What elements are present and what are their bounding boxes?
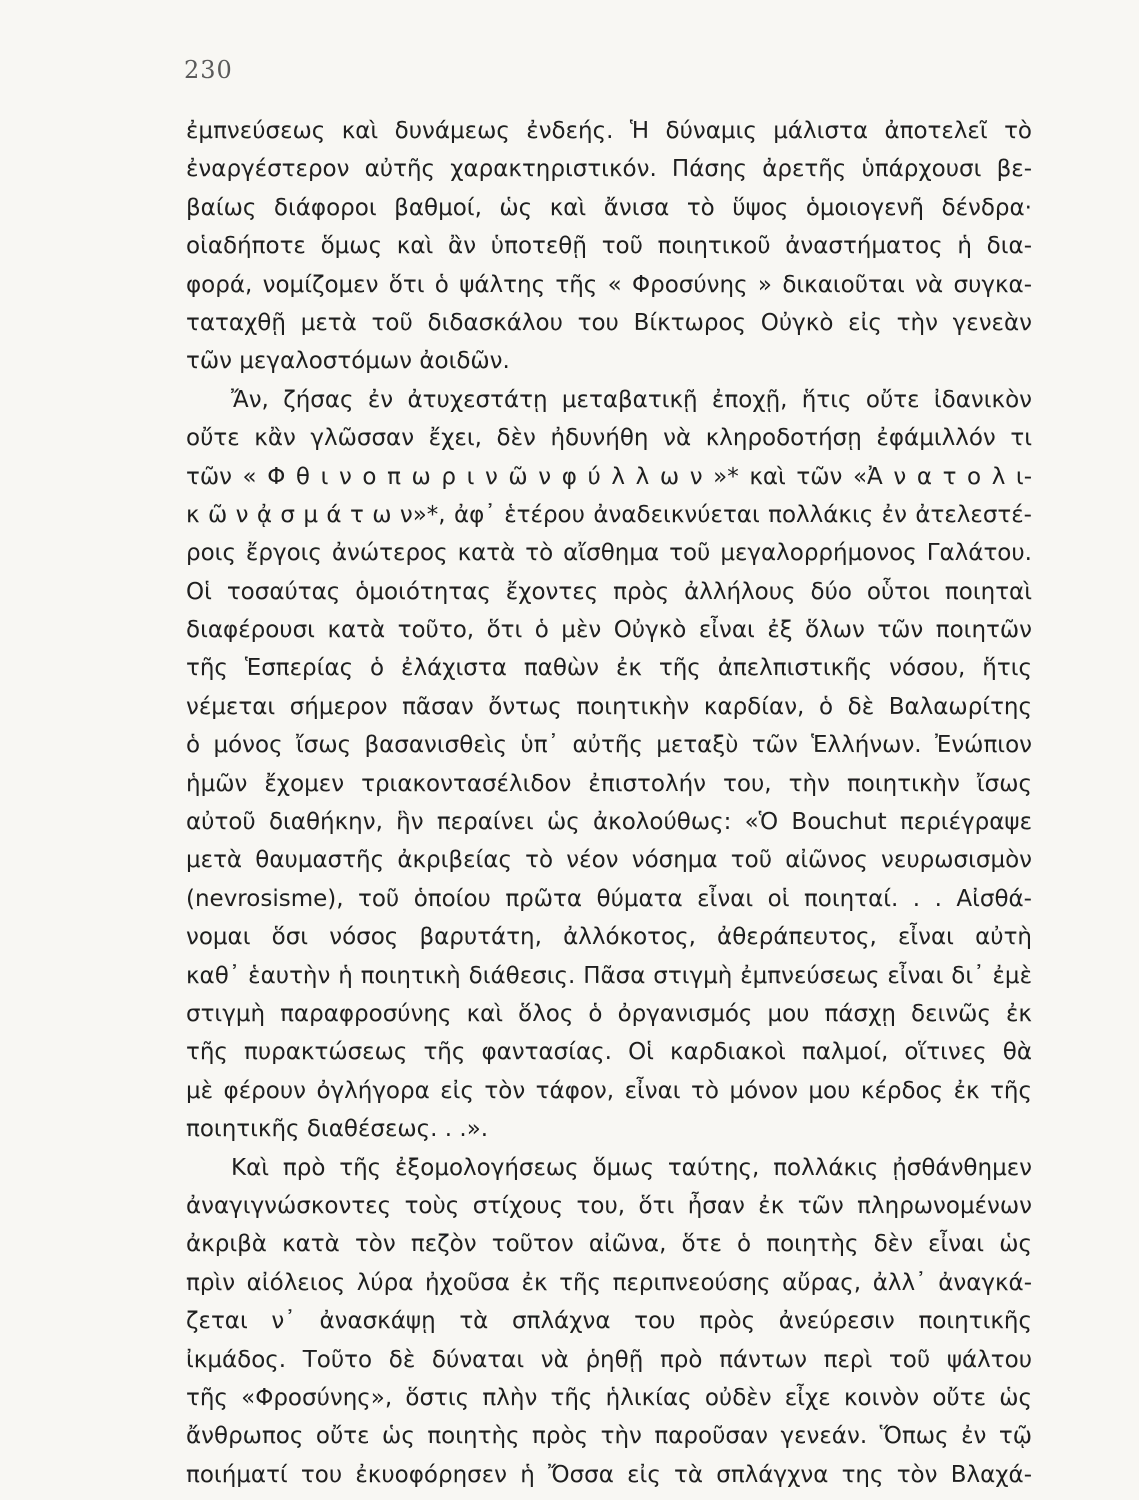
text-line: διαφέρουσι κατὰ τοῦτο, ὅτι ὁ μὲν Οὐγκὸ εἶναι ἐξ ὅλων τῶν ποιητῶν xyxy=(186,617,1032,644)
text-line: Οἱ τοσαύτας ὁμοιότητας ἔχοντες πρὸς ἀλλήλους δύο οὗτοι ποιηταὶ xyxy=(186,578,1032,605)
text-line: ροις ἔργοις ἀνώτερος κατὰ τὸ αἴσθημα τοῦ μεγαλορρήμονος Γαλάτου. xyxy=(186,540,1032,567)
text-line: πρὶν αἰόλειος λύρα ἠχοῦσα ἐκ τῆς περιπνεούσης αὔρας, ἀλλ᾽ ἀναγκά- xyxy=(186,1269,1032,1296)
text-line: νομαι ὅσι νόσος βαρυτάτη, ἀλλόκοτος, ἀθεράπευτος, εἶναι αὐτὴ xyxy=(186,924,1032,951)
text-line: Ἄν, ζήσας ἐν ἀτυχεστάτῃ μεταβατικῇ ἐποχῇ, ἥτις οὔτε ἰδανικὸν xyxy=(231,386,1032,413)
text-line: Καὶ πρὸ τῆς ἐξομολογήσεως ὅμως ταύτης, πολλάκις ᾐσθάνθημεν xyxy=(231,1154,1032,1181)
text-line: ἐμπνεύσεως καὶ δυνάμεως ἐνδεής. Ἡ δύναμις μάλιστα ἀποτελεῖ τὸ xyxy=(186,118,1032,144)
text-line: τῆς πυρακτώσεως τῆς φαντασίας. Οἱ καρδιακοὶ παλμοί, οἵτινες θὰ xyxy=(186,1039,1032,1066)
text-line: τῶν μεγαλοστόμων ἀοιδῶν. xyxy=(186,348,510,375)
text-line: ἄνθρωπος οὔτε ὡς ποιητὴς πρὸς τὴν παροῦσαν γενεάν. Ὅπως ἐν τῷ xyxy=(186,1423,1032,1450)
text-line: ἀναγιγνώσκοντες τοὺς στίχους του, ὅτι ἦσαν ἐκ τῶν πληρωνομένων xyxy=(186,1192,1032,1219)
text-line: καθ᾽ ἑαυτὴν ἡ ποιητικὴ διάθεσις. Πᾶσα στιγμὴ ἐμπνεύσεως εἶναι δι᾽ ἐμὲ xyxy=(186,962,1032,989)
text-line: μὲ φέρουν ὀγλήγορα εἰς τὸν τάφον, εἶναι τὸ μόνον μου κέρδος ἐκ τῆς xyxy=(186,1077,1032,1104)
text-line: οἱαδήποτε ὅμως καὶ ἂν ὑποτεθῇ τοῦ ποιητικοῦ ἀναστήματος ἡ δια- xyxy=(186,233,1032,260)
text-line: βαίως διάφοροι βαθμοί, ὡς καὶ ἄνισα τὸ ὕψος ὁμοιογενῆ δένδρα· xyxy=(186,194,1032,221)
text-line: ὁ μόνος ἴσως βασανισθεὶς ὑπ᾽ αὐτῆς μεταξὺ τῶν Ἑλλήνων. Ἐνώπιον xyxy=(186,732,1032,759)
text-line: (nevrosisme), τοῦ ὁποίου πρῶτα θύματα εἶναι οἱ ποιηταί. . . Αἰσθά- xyxy=(186,885,1032,912)
text-line: τῆς Ἑσπερίας ὁ ἐλάχιστα παθὼν ἐκ τῆς ἀπελπιστικῆς νόσου, ἥτις xyxy=(186,655,1032,682)
text-line: ποιήματί του ἐκυοφόρησεν ἡ Ὄσσα εἰς τὰ σπλάγχνα της τὸν Βλαχά- xyxy=(186,1461,1032,1488)
text-line: νέμεται σήμερον πᾶσαν ὄντως ποιητικὴν καρδίαν, ὁ δὲ Βαλαωρίτης xyxy=(186,693,1032,720)
text-line: οὔτε κἂν γλῶσσαν ἔχει, δὲν ἠδυνήθη νὰ κληροδοτήσῃ ἐφάμιλλόν τι xyxy=(186,425,1032,452)
text-line: ἀκριβὰ κατὰ τὸν πεζὸν τοῦτον αἰῶνα, ὅτε ὁ ποιητὴς δὲν εἶναι ὡς xyxy=(186,1231,1032,1258)
text-line: ζεται ν᾽ ἀνασκάψῃ τὰ σπλάχνα του πρὸς ἀνεύρεσιν ποιητικῆς xyxy=(186,1308,1032,1335)
text-line: τῆς «Φροσύνης», ὅστις πλὴν τῆς ἡλικίας οὐδὲν εἶχε κοινὸν οὔτε ὡς xyxy=(186,1384,1032,1411)
text-line: ἡμῶν ἔχομεν τριακοντασέλιδον ἐπιστολήν του, τὴν ποιητικὴν ἴσως xyxy=(186,770,1032,797)
text-line: ἰκμάδος. Τοῦτο δὲ δύναται νὰ ῥηθῇ πρὸ πάντων περὶ τοῦ ψάλτου xyxy=(186,1346,1032,1373)
text-line: στιγμὴ παραφροσύνης καὶ ὅλος ὁ ὀργανισμός μου πάσχῃ δεινῶς ἐκ xyxy=(186,1000,1032,1027)
body-text xyxy=(186,112,1032,1494)
text-line: ποιητικῆς διαθέσεως. . .». xyxy=(186,1116,489,1143)
text-line: αὐτοῦ διαθήκην, ἣν περαίνει ὡς ἀκολούθως: «Ὁ Bouchut περιέγραψε xyxy=(186,809,1032,836)
text-line: τῶν « Φ θ ι ν ο π ω ρ ι ν ῶ ν φ ύ λ λ ω ν »* καὶ τῶν «Ἀ ν α τ ο λ ι- xyxy=(186,463,1032,490)
text-line: φορά, νομίζομεν ὅτι ὁ ψάλτης τῆς « Φροσύνης » δικαιοῦται νὰ συγκα- xyxy=(186,271,1032,298)
text-line: ἐναργέστερον αὐτῆς χαρακτηριστικόν. Πάσης ἀρετῆς ὑπάρχουσι βε- xyxy=(186,156,1032,183)
text-line: κ ῶ ν ᾀ σ μ ά τ ω ν»*, ἀφ᾽ ἑτέρου ἀναδεικνύεται πολλάκις ἐν ἀτελεστέ- xyxy=(186,501,1032,528)
page-number: 230 xyxy=(184,56,233,84)
text-line: ταταχθῇ μετὰ τοῦ διδασκάλου του Βίκτωρος Οὐγκὸ εἰς τὴν γενεὰν xyxy=(186,309,1032,336)
text-line: μετὰ θαυμαστῆς ἀκριβείας τὸ νέον νόσημα τοῦ αἰῶνος νευρωσισμὸν xyxy=(186,847,1032,874)
